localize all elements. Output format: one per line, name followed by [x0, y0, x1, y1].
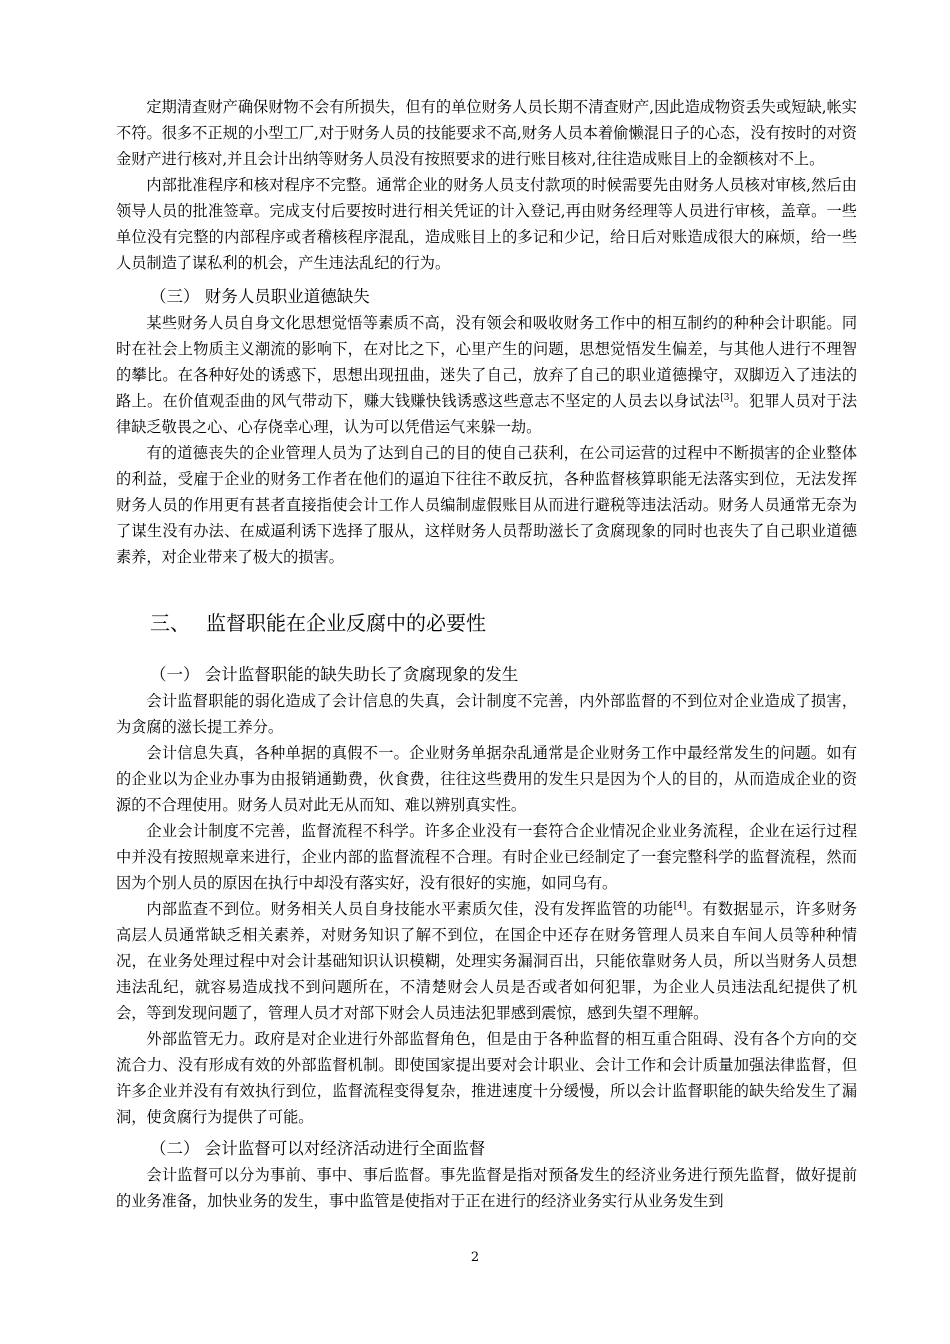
paragraph-approval-procedure: 内部批准程序和核对程序不完整。通常企业的财务人员支付款项的时候需要先由财务人员核对审核,然后由领导人员的批准签章。完成支付后要按时进行相关凭证的计入登记,再由财务经理等人员进行审核，盖章。一些单位没有完整的内部程序或者稽核程序混乱，造成账目上的多记和少记，给日后对账造成很大的麻烦，给一些人员制造了谋私利的机会，产生违法乱纪的行为。 [116, 176, 857, 272]
paragraph-asset-check: 定期清查财产确保财物不会有所损失，但有的单位财务人员长期不清查财产,因此造成物资丢失或短缺,帐实不符。很多不正规的小型工厂,对于财务人员的技能要求不高,财务人员本着偷懒混日子的心态，没有按时的对资金财产进行核对,并且会计出纳等财务人员没有按照要求的进行账目核对,往往造成账目上的金额核对不上。 [116, 98, 857, 168]
paragraph-ethics-1 [116, 310, 857, 440]
paragraph-text: 内部监查不到位。财务相关人员自身技能水平素质欠佳，没有发挥监管的功能 [146, 900, 674, 918]
paragraph-ethics-2: 有的道德丧失的企业管理人员为了达到自己的目的使自己获利，在公司运营的过程中不断损害的企业整体的利益，受雇于企业的财务工作者在他们的逼迫下往往不敢反抗，各种监督核算职能无法落实到位，无法发挥财务人员的作用更有甚者直接指使会计工作人员编制虚假账目从而进行避税等违法活动。财务人员通常无奈为了谋生没有办法、在威逼利诱下选择了服从，这样财务人员帮助滋长了贪腐现象的同时也丧失了自己职业道德素养，对企业带来了极大的损害。 [116, 444, 857, 566]
page-number: 2 [470, 1250, 480, 1265]
paragraph-text: 。犯罪人员对于法律缺乏敬畏之心、心存侥幸心理，认为可以凭借运气来躲一劫。 [116, 392, 858, 436]
section-heading-comprehensive-supervision: （二） 会计监督可以对经济活动进行全面监督 [150, 1139, 486, 1158]
chapter-title: 监督职能在企业反腐中的必要性 [206, 611, 486, 635]
paragraph-supervision-4 [116, 896, 857, 1026]
paragraph-supervision-1: 会计监督职能的弱化造成了会计信息的失真，会计制度不完善，内外部监督的不到位对企业造成了损害，为贪腐的滋长提工养分。 [116, 692, 857, 736]
paragraph-supervision-5: 外部监管无力。政府是对企业进行外部监督角色，但是由于各种监督的相互重合阻碍、没有各个方向的交流合力、没有形成有效的外部监督机制。即使国家提出要对会计职业、会计工作和会计质量加强法律监督，但许多企业并没有有效执行到位，监督流程变得复杂，推进速度十分缓慢，所以会计监督职能的缺失给发生了漏洞，使贪腐行为提供了可能。 [116, 1030, 857, 1126]
paragraph-supervision-2: 会计信息失真，各种单据的真假不一。企业财务单据杂乱通常是企业财务工作中最经常发生的问题。如有的企业以为企业办事为由报销通勤费，伙食费，往往这些费用的发生只是因为个人的目的，从而造成企业的资源的不合理使用。财务人员对此无从而知、难以辨别真实性。 [116, 744, 857, 814]
paragraph-supervision-3: 企业会计制度不完善，监督流程不科学。许多企业没有一套符合企业情况企业业务流程，企业在运行过程中并没有按照规章来进行，企业内部的监督流程不合理。有时企业已经制定了一套完整科学的监督流程，然而因为个别人员的原因在执行中却没有落实好，没有很好的实施，如同乌有。 [116, 822, 857, 892]
citation-ref-3: [3] [720, 393, 734, 403]
document-page [116, 94, 857, 1214]
citation-ref-4: [4] [673, 901, 687, 911]
paragraph-comprehensive-1: 会计监督可以分为事前、事中、事后监督。事先监督是指对预备发生的经济业务进行预先监督，做好提前的业务准备，加快业务的发生，事中监管是使指对于正在进行的经济业务实行从业务发生到 [116, 1166, 857, 1210]
paragraph-text: 某些财务人员自身文化思想觉悟等素质不高，没有领会和吸收财务工作中的相互制约的种种会计职能。同时在社会上物质主义潮流的影响下，在对比之下，心里产生的问题，思想觉悟发生偏差，与其他人进行不理智的攀比。在各种好处的诱惑下，思想出现扭曲，迷失了自己，放弃了自己的职业道德操守，双脚迈入了违法的路上。在价值观歪曲的风气带动下，赚大钱赚快钱诱惑这些意志不坚定的人员去以身试法 [116, 314, 857, 410]
paragraph-text: 。有数据显示，许多财务高层人员通常缺乏相关素养，对财务知识了解不到位，在国企中还存在财务管理人员来自车间人员等种种情况，在业务处理过程中对会计基础知识认识模糊，处理实务漏洞百出，只能依靠财务人员，所以当财务人员想违法乱纪，就容易造成找不到问题所在，不清楚财会人员是否或者如何犯罪，为企业人员违法乱纪提供了机会，等到发现问题了，管理人员才对部下财会人员违法犯罪感到震惊，感到失望不理解。 [116, 900, 858, 1022]
chapter-heading [116, 608, 857, 638]
section-heading-ethics: （三） 财务人员职业道德缺失 [150, 287, 370, 306]
section-heading-supervision-lack: （一） 会计监督职能的缺失助长了贪腐现象的发生 [150, 665, 519, 684]
chapter-number: 三、 [150, 611, 190, 635]
